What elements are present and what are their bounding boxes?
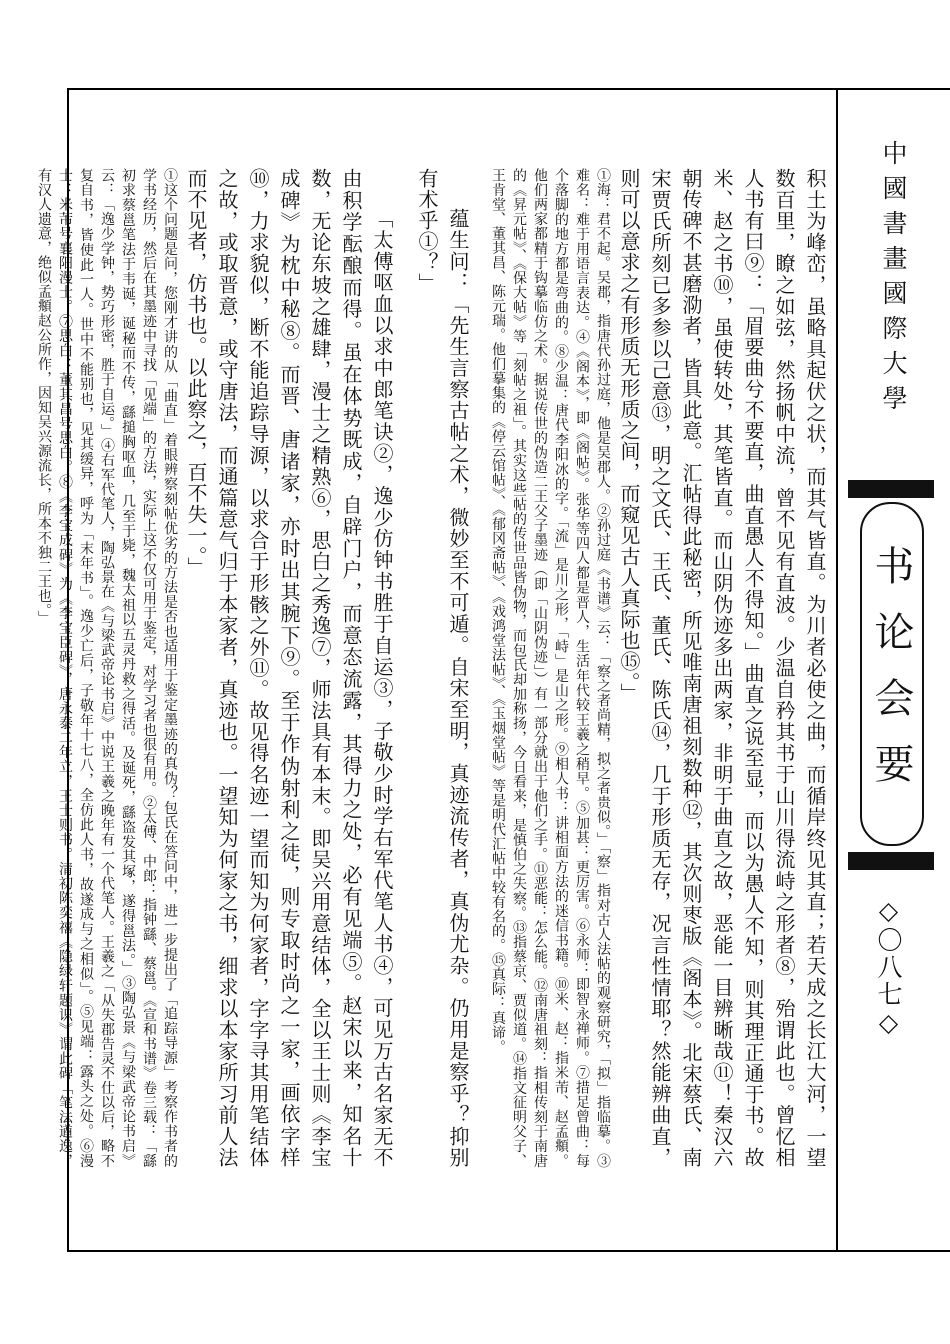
page-number: ◇〇八七◇ — [874, 896, 903, 1039]
question-paragraph: 蕴生问：「先生言察古帖之术，微妙至不可遁。自宋至明，真迹流传者，真伪尤杂。仍用是察乎？抑别有术乎①？」 — [415, 168, 470, 1168]
answer-paragraph: 「太傅呕血以求中郎笔诀②，逸少仿钟书胜于自运③，子敬少时学右军代笔人书④，可见万古名家无不由积学酝酿而得。虽在体势既成，自辟门户，而意态流露，其得力之处，必有见端⑤。赵宋以来，知名十数，无论东坡之雄肆，漫士之精熟⑥，思白之秀逸⑦，师法具有本末。即吴兴用意结体，全以王士则《李宝成碑》为枕中秘⑧。而晋、唐诸家，亦时出其腕下⑨。至于作伪射利之徒，则专取时尚之一家，画依字样⑩，力求貌似，断不能追踪导源，以求合于形骸之外⑪。故见得名迹一望而知为何家者，字字寻其用笔结体之故，或取晋意，或守唐法，而通篇意气归于本家者，真迹也。一望知为何家之书，细求以本家所习前人法而不见者，仿书也。以此察之，百不失一。」 — [184, 168, 394, 1168]
book-title: 书论会要 — [868, 545, 914, 809]
body-paragraph: 积土为峰峦，虽略具起伏之状，而其气皆直。为川者必使之曲，而循岸终见其直；若天成之长江大河，一望数百里，瞭之如弦，然扬帆中流，曾不见有直波。少温自矜其书于山川得流峙之形者⑧，殆谓此也。曾忆相人书有曰⑨：「眉要曲兮不要直，曲直愚人不得知。」曲直之说至显，而以为愚人不知，则其理正通于书。故米、赵之书⑩，虽使转处，其笔皆直。而山阴伪迹多出两家，非明于曲直之故，恶能一目辨晰哉⑪！秦汉六朝传碑不甚磨泐者，皆具此意。汇帖得此秘密，所见唯南唐祖刻数种⑫，其次则枣版《阁本》。北宋蔡氏、南宋贾氏所刻已多参以己意⑬，明之文氏、王氏、董氏、陈氏⑭，几于形质无存，况言性情耶？然能辨曲直，则可以意求之有形质无形质之间，而窥见古人真际也⑮。」 — [617, 168, 827, 1168]
footnotes-block: ①海：君不起。吴郡，指唐代孙过庭，他是吴郡人。②孙过庭《书谱》云：「察之者尚精，拟之者贵似。」「察」指对古人法帖的观察研究，「拟」指临摹。③难名：难于用语言表达。④《阁本》，即《阁帖》。张华等四人都是晋人，生活年代较王羲之稍早。⑤加甚：更厉害。⑥永师：即智永禅师。⑦措足曾曲：每个落脚的地方都是弯曲的。⑧少温：唐代李阳冰的字。「流」是川之形，「峙」是山之形。⑨相人书：讲相面方法的迷信书籍。⑩米、赵：指米芾、赵孟頫。他们两家都精于钩摹临仿之术。据说传世的伪造二王父子墨迹（即「山阴伪迹」）有一部分就出于他们之手。⑪恶能：怎么能。⑫南唐祖刻：指相传刻于南唐的《昇元帖》、《保大帖》等「刻帖之祖」。其实这些帖的传世品皆伪物，而包氏却加称扬，今日看来，是慎伯之失察。⑬指蔡京、贾似道。⑭指文征明父子、王肯堂、董其昌、陈元瑞。他们摹集的《停云馆帖》、《郁冈斋帖》、《戏鸿堂法帖》、《玉烟堂帖》等是明代汇帖中较有名的。⑮真际：真谛。 — [490, 168, 611, 1168]
university-name: 中國書畫國際大學 — [879, 140, 908, 420]
main-text-column — [36, 168, 830, 1168]
side-divider-rule — [836, 90, 838, 1250]
footnotes-block: ①这个问题是问，您刚才讲的从「曲直」着眼辨察刻帖优劣的方法是否也适用于鉴定墨迹的真伪？包氏在答问中，进一步提出了「追踪导源」考察作书者的学书经历，然后在其墨迹中寻找「见端」的方法，实际上这不仅可用于鉴定，对学习者也很有用。②太傅、中郎：指钟繇、蔡邕。《宣和书谱》卷三载：「繇初求蔡邕笔法于韦诞，诞秘而不传，繇搥胸呕血，几至于毙，魏太祖以五灵丹救之得活。及诞死，繇盗发其塚，遂得邕法。」③陶弘景《与梁武帝论书启》云：「逸少学钟，势巧形密，胜于自运。」④右军代笔人，陶弘景在《与梁武帝论书启》中说王羲之晚年有一个代笔人。王羲之「从失郡告灵不仕以后，略不复自书，皆使此一人。世中不能别也，见其缓异，呼为「末年书」。逸少亡后，子敬年十七八，全仿此人书，故遂成与之相似」。⑤见端：露头之处。⑥漫士：米芾号襄阳漫士。⑦思白：董其昌号思白。⑧《李宝成碑》为《李宝臣碑》，唐永泰二年立，王士则书。清初陈奕禧《隐绿轩题识》谓此碑「笔法遒逸，有汉人遗意，绝似孟頫赵公所作，因知吴兴源流长，所本不独二王也。」 — [36, 168, 178, 1168]
cartouche-top-bar — [848, 480, 934, 498]
cartouche-bottom-bar — [848, 852, 934, 870]
